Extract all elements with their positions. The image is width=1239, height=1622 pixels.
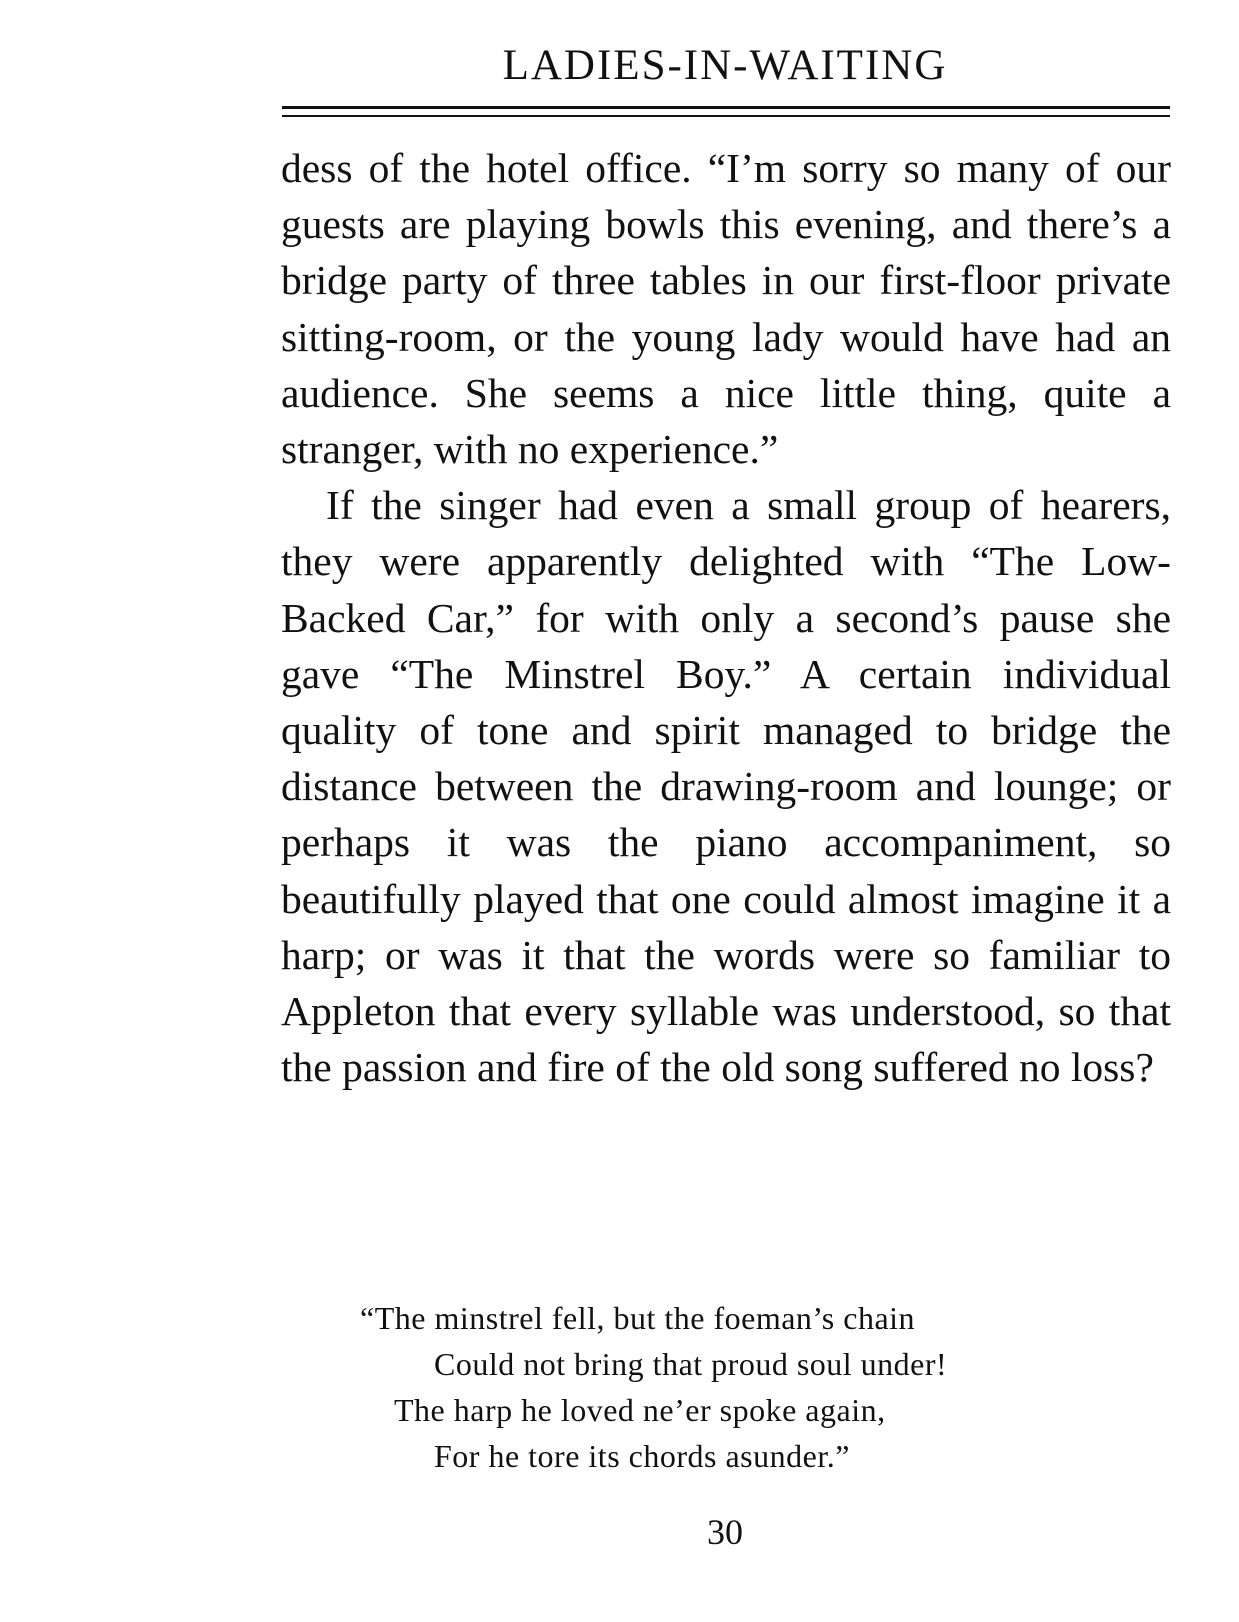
paragraph: If the singer had even a small group of hearers, they were apparently delighted with “The Low-Backed Car,” for with only a second’s pause she gave “The Minstrel Boy.” A certain individual quality of tone and spirit managed to bridge the distance between the drawing-room and lounge; or perhaps it was the piano accompaniment, so beautifully played that one could almost imagine it a harp; or was it that the words were so familiar to Appleton that every syllable was understood, so that the passion and fire of the old song suffered no loss? bbox=[281, 482, 1171, 1091]
verse-line: The harp he loved ne’er spoke again, bbox=[394, 1392, 886, 1428]
verse-line: For he tore its chords asunder.” bbox=[434, 1438, 850, 1474]
paragraph-continued: dess of the hotel office. “I’m sorry so many of our guests are playing bowls this evening, and there’s a bridge party of three tables in our first-floor private sitting-room, or the young lady would have had an audience. She seems a nice little thing, quite a stranger, with no experience.” bbox=[281, 145, 1171, 473]
verse-line: Could not bring that proud soul under! bbox=[434, 1346, 948, 1382]
page-number: 30 bbox=[707, 1512, 743, 1552]
header-rule-thick bbox=[282, 106, 1170, 109]
body-text bbox=[281, 140, 1171, 1095]
verse-line: “The minstrel fell, but the foeman’s chain bbox=[360, 1300, 916, 1336]
header-rule-thin bbox=[282, 115, 1170, 117]
running-title: LADIES-IN-WAITING bbox=[502, 42, 948, 89]
verse-quotation bbox=[360, 1295, 947, 1479]
